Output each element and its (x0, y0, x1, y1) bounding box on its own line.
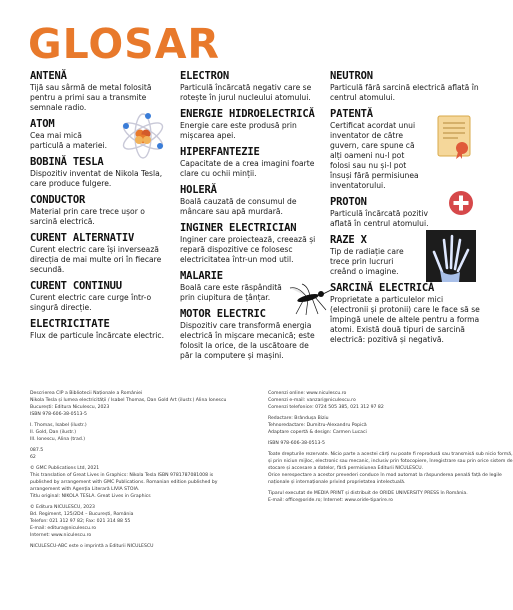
credit-line: Internet: www.niculescu.ro (30, 533, 92, 538)
patent-certificate-icon (436, 114, 474, 160)
credit-line: Comenzi online: www.niculescu.ro (268, 391, 347, 396)
glossary-definition: Particulă fără sarcină electrică aflată în centrul atomului. (330, 83, 479, 102)
credit-line: © GMC Publications Ltd, 2021 (30, 466, 100, 471)
glossary-entry-sarcina-electrica (330, 282, 480, 345)
glossary-term: BOBINĂ TESLA (30, 156, 104, 168)
glossary-term: MALARIE (180, 270, 223, 282)
glossary-definition: Tip de radiație care trece prin lucruri creând o imagine. (330, 247, 404, 276)
glossary-definition: Cea mai mică particulă a materiei. (30, 131, 108, 150)
glossary-term: PATENTĂ (330, 108, 373, 120)
glossary-term: CURENT ALTERNATIV (30, 232, 135, 244)
glossary-term: ELECTRICITATE (30, 318, 110, 330)
glossary-term: HIPERFANTEZIE (180, 146, 260, 158)
glossary-term: ELECTRON (180, 70, 229, 82)
glossary-column-3 (330, 70, 480, 350)
glossary-term: CONDUCTOR (30, 194, 86, 206)
plus-sign-icon (448, 190, 474, 216)
credit-line: E-mail: editura@niculescu.ro (30, 526, 97, 531)
glossary-entry-holera (180, 184, 325, 217)
credit-line: Tiparul executat de MEDIA PRINT și distribuit de ORIDE UNIVERSITY PRESS în România. (268, 491, 468, 496)
glossary-entry-electricitate (30, 318, 172, 341)
glossary-definition: Inginer care proiectează, creează și repară dispozitive ce folosesc electricitatea într-un mod util. (180, 235, 316, 264)
glossary-entry-energie-hidroelectrica (180, 108, 325, 141)
credit-line: © Editura NICULESCU, 2023 (30, 505, 95, 510)
credit-line: ISBN 978-606-38-0513-5 (268, 441, 325, 446)
credit-line: Titlu original: NIKOLA TESLA. Great Lives in Graphics (30, 494, 151, 499)
credit-line: 087.5 (30, 448, 44, 453)
glossary-entry-electron (180, 70, 325, 103)
glossary-term: INGINER ELECTRICIAN (180, 222, 297, 234)
glossary-definition: Particulă încărcată negativ care se rotește în jurul nucleului atomului. (180, 83, 312, 102)
glossary-column-1 (30, 70, 172, 346)
glossary-definition: Energie care este produsă prin mișcarea apei. (180, 121, 297, 140)
glossary-term: MOTOR ELECTRIC (180, 308, 266, 320)
credit-line: I. Thomas, Isabel (ilustr.) (30, 423, 87, 428)
glossary-definition: Flux de particule încărcate electric. (30, 331, 164, 340)
glossary-entry-inginer-electrician (180, 222, 325, 265)
credit-line: Descrierea CIP a Bibliotecii Naționale a României (30, 391, 143, 396)
glossary-entry-proton (330, 196, 480, 229)
credit-line: Telefon: 021 312 97 82; Fax: 021 314 88 55 (30, 519, 131, 524)
credit-line: arrangement with Agenția Literară LIVIA STOIA. (30, 487, 140, 492)
credit-line: Toate drepturile rezervate. Nicio parte a acestei cărți nu poate fi reprodusă sau transmisă sub nicio formă, (268, 452, 513, 457)
credit-line: 62 (30, 455, 36, 460)
credits-right (268, 390, 513, 504)
glossary-definition: Curent electric care curge într-o singură direcție. (30, 293, 152, 312)
credit-line: III. Ionescu, Alina (trad.) (30, 437, 85, 442)
credit-line: Orice nerespectare a acestor prevederi conduce în mod automat la răspunderea penală față de legile (268, 473, 502, 478)
credit-line: Comenzi telefonice: 0724 505 385, 021 312 97 82 (268, 405, 384, 410)
glossary-definition: Dispozitiv care transformă energia electrică în mișcare mecanică; este folosit la orice, de la uscătoare de păr la computere și mașini. (180, 321, 315, 360)
credit-line: stocare și accesare a datelor, fără permisiunea Editurii NICULESCU. (268, 466, 424, 471)
glossary-definition: Boală cauzată de consumul de mâncare sau apă murdară. (180, 197, 297, 216)
glossary-definition: Certificat acordat unui inventator de către guvern, care spune că alți oameni nu-l pot folosi sau nu și-l pot însuși fără permisiunea inventatorului. (330, 121, 419, 190)
glossary-entry-raze-x (330, 234, 480, 277)
glossary-definition: Curent electric care își inversează direcția de mai multe ori în fiecare secundă. (30, 245, 162, 274)
credit-line: Comenzi e-mail: vanzari@niculescu.ro (268, 398, 356, 403)
credit-line: Adaptare copertă & design: Carmen Lucaci (268, 430, 367, 435)
glossary-entry-bobina-tesla (30, 156, 172, 189)
page-title: GLOSAR (28, 20, 221, 68)
glossary-entry-hiperfantezie (180, 146, 325, 179)
mosquito-icon (288, 284, 332, 316)
credit-line: Nikola Tesla și lumea electricității / Isabel Thomas, Dan Gold Art (ilustr.) Alina Ionescu (30, 398, 227, 403)
glossary-term: PROTON (330, 196, 367, 208)
glossary-definition: Proprietate a particulelor mici (electronii și protonii) care le face să se împingă unele de altele pentru a forma atomi. Există două tipuri de sarcină electrică: pozitivă și negativă. (330, 295, 480, 344)
credit-line: Redactare: Brândușa Biziu (268, 416, 329, 421)
glossary-entry-atom (30, 118, 172, 151)
glossary-term: RAZE X (330, 234, 367, 246)
credit-line: E-mail: office@oride.ro; Internet: www.oride-tiparire.ro (268, 498, 393, 503)
credit-line: NICULESCU-ABC este o imprintă a Editurii NICULESCU (30, 544, 154, 549)
credit-line: Bd. Regiment, 125/2D4 – București, România (30, 512, 134, 517)
credits-left (30, 390, 245, 550)
credit-line: ISBN 978-606-38-0513-5 (30, 412, 87, 417)
credit-line: II. Gold, Dan (ilustr.) (30, 430, 77, 435)
glossary-term: SARCINĂ ELECTRICĂ (330, 282, 435, 294)
credit-line: București: Editura Niculescu, 2023 (30, 405, 110, 410)
glossary-term: ATOM (30, 118, 55, 130)
credit-line: Tehnoredactare: Dumitru-Alexandru Popică (268, 423, 367, 428)
glossary-column-2 (180, 70, 325, 366)
glossary-entry-patenta (330, 108, 480, 191)
glossary-entry-malarie (180, 270, 325, 303)
glossary-definition: Material prin care trece ușor o sarcină electrică. (30, 207, 145, 226)
credit-line: naționale și internaționale privind proprietatea intelectuală. (268, 480, 406, 485)
glossary-entry-curent-alternativ (30, 232, 172, 275)
glossary-definition: Particulă încărcată pozitiv aflată în centrul atomului. (330, 209, 429, 228)
glossary-entry-curent-continuu (30, 280, 172, 313)
glossary-term: ENERGIE HIDROELECTRICĂ (180, 108, 315, 120)
atom-illustration-icon (118, 114, 168, 158)
x-ray-hand-icon (426, 230, 476, 282)
credit-line: This translation of Great Lives in Graphics: Nikola Tesla ISBN 9781787081008 is (30, 473, 214, 478)
glossary-definition: Tijă sau sârmă de metal folosită pentru a primi sau a transmite semnale radio. (30, 83, 152, 112)
glossary-entry-antena (30, 70, 172, 113)
credit-line: și prin niciun mijloc, electronic sau mecanic, inclusiv prin fotocopiere, înregistrare sau prin orice sistem de (268, 459, 513, 464)
glossary-definition: Capacitate de a crea imagini foarte clare cu ochii minții. (180, 159, 315, 178)
glossary-definition: Dispozitiv inventat de Nikola Tesla, care produce fulgere. (30, 169, 163, 188)
glossary-entry-neutron (330, 70, 480, 103)
glossary-term: CURENT CONTINUU (30, 280, 122, 292)
credit-line: published by arrangement with GMC Publications. Romanian edition published by (30, 480, 218, 485)
glossary-definition: Boală care este răspândită prin ciupitura de țânțar. (180, 283, 282, 302)
glossary-term: NEUTRON (330, 70, 373, 82)
glossary-entry-conductor (30, 194, 172, 227)
glossary-term: ANTENĂ (30, 70, 67, 82)
glossary-term: HOLERĂ (180, 184, 217, 196)
